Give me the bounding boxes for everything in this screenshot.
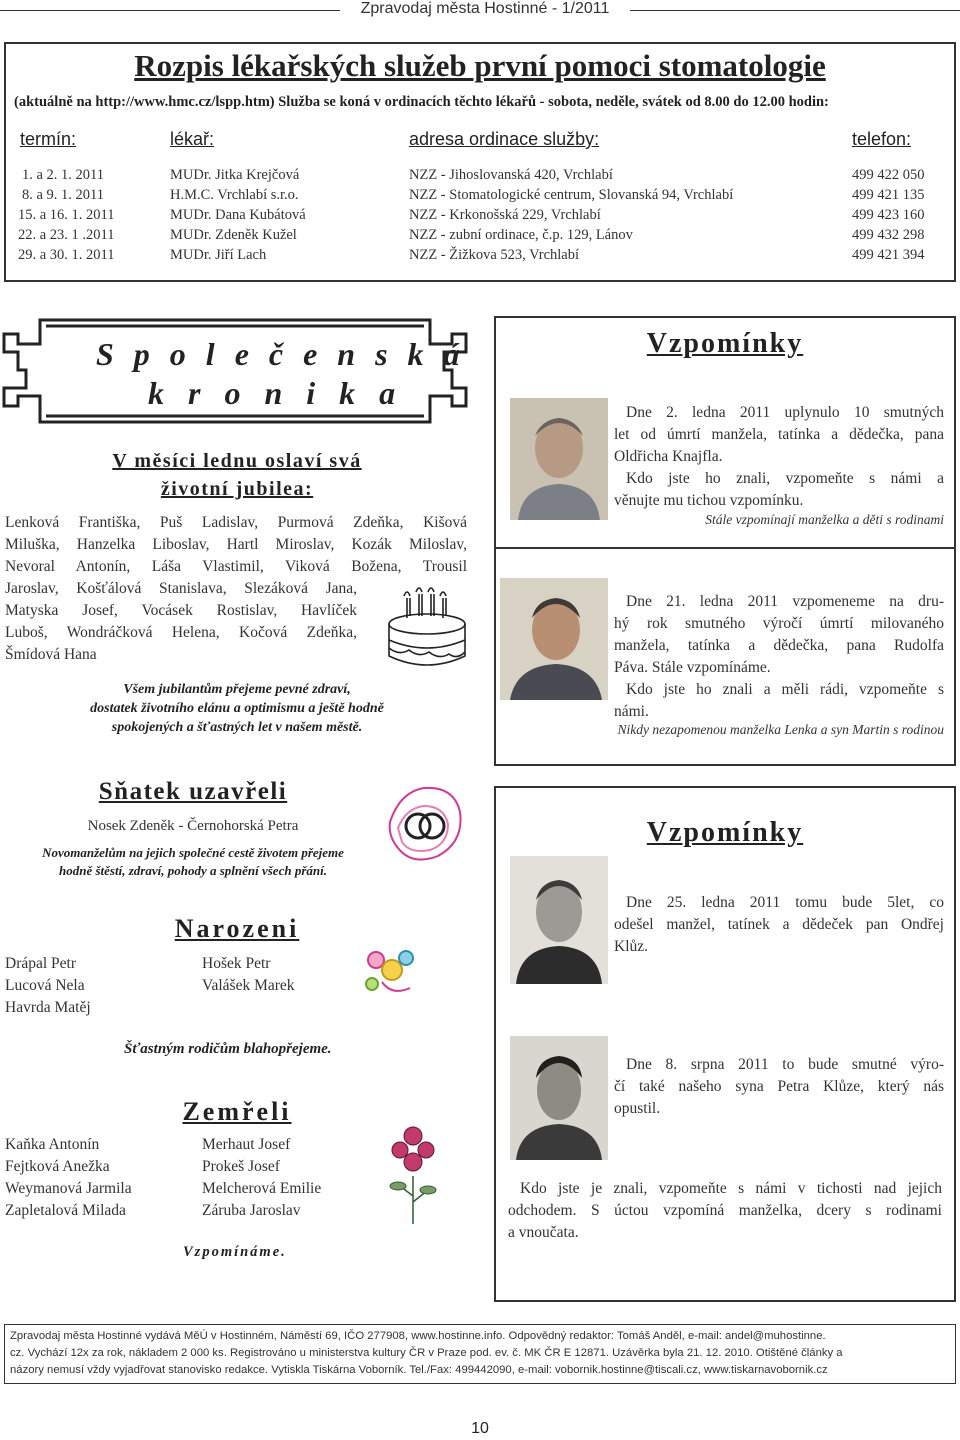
memory-line: manžela, tatínka a dědečka, pana Rudolfa [614, 637, 944, 654]
list-item: Kaňka Antonín [5, 1136, 100, 1153]
table-row: H.M.C. Vrchlabí s.r.o. [170, 187, 299, 203]
list-item: Miluška, Hanzelka Liboslav, Hartl Miroslav, Kozák Miloslav, [5, 536, 467, 553]
deaths-closing: Vzpomínáme. [183, 1244, 287, 1260]
memory-line: odešel manžel, tatínek a dědeček pan Ondřej [614, 916, 944, 933]
list-item: Zapletalová Milada [5, 1202, 126, 1219]
jubilee-title-line2: životní jubilea: [160, 478, 314, 500]
memory-line: Dne 2. ledna 2011 uplynulo 10 smutných [626, 404, 944, 421]
list-item: Weymanová Jarmila [5, 1180, 132, 1197]
page-number: 10 [471, 1420, 489, 1437]
table-row: MUDr. Jitka Krejčová [170, 167, 300, 183]
table-row: 8. a 9. 1. 2011 [22, 187, 105, 203]
wedding-wish [0, 844, 386, 880]
wish-line: dostatek životního elánu a optimismu a ještě hodně [90, 701, 384, 716]
kronika-title-line2: k r o n i k a [148, 375, 404, 411]
jubilee-title-line1: V měsíci lednu oslaví svá [112, 450, 362, 472]
list-item: Matyska Josef, Vocásek Rostislav, Havlíček [5, 602, 357, 619]
memory-2-text [614, 591, 944, 723]
table-row: NZZ - Jihoslovanská 420, Vrchlabí [409, 167, 613, 183]
imprint-line: Zpravodaj města Hostinné vydává MěÚ v Hostinném, Náměstí 69, IČO 277908, www.hostinne.info. Odpovědný redaktor: Tomáš Anděl, e-mail: andel@muhostinne. [10, 1330, 826, 1342]
births-list-col1 [5, 953, 91, 1019]
list-item: Šmídová Hana [5, 646, 97, 663]
table-row: MUDr. Jiří Lach [170, 247, 267, 263]
memory-line: Kdo jste je znali, vzpomeňte s námi v tichosti nad jejich [520, 1180, 942, 1197]
list-item: Merhaut Josef [202, 1136, 291, 1153]
portrait-man-icon [510, 398, 608, 520]
memory-1-signature: Stále vzpomínají manželka a děti s rodinami [705, 512, 944, 527]
table-row: NZZ - Žižkova 523, Vrchlabí [409, 247, 579, 263]
portrait-photo-kluz-ondrej [510, 856, 608, 984]
table-row: MUDr. Zdeněk Kužel [170, 227, 297, 243]
table-row: 499 422 050 [852, 167, 925, 183]
list-item: Prokeš Josef [202, 1158, 280, 1175]
wedding-rings-icon [384, 782, 466, 866]
memory-closing [508, 1178, 942, 1244]
deaths-list-col2 [202, 1134, 321, 1222]
table-row: 499 421 135 [852, 187, 925, 203]
jubilee-wish [0, 680, 474, 737]
memory-line: Dne 8. srpna 2011 to bude smutné výro- [626, 1056, 944, 1073]
memory-line: odchodem. S úctou vzpomíná manželka, dcery s rodinami [508, 1202, 942, 1219]
memory-1-text [614, 402, 944, 512]
newsletter-title: Zpravodaj města Hostinné - 1/2011 [346, 0, 624, 18]
col-header-address: adresa ordinace služby: [409, 129, 600, 149]
list-item: Záruba Jaroslav [202, 1202, 301, 1219]
table-row: 15. a 16. 1. 2011 [18, 207, 115, 223]
wedding-couple: Nosek Zdeněk - Černohorská Petra [87, 818, 299, 834]
wish-line: Novomanželům na jejich společné cestě životem přejeme [42, 845, 344, 860]
table-row: 499 423 160 [852, 207, 925, 223]
memory-line: hý rok smutného výročí úmrtí milovaného [614, 615, 944, 632]
wish-line: Všem jubilantům přejeme pevné zdraví, [123, 682, 351, 697]
list-item: Nevoral Antonín, Láša Vlastimil, Viková Božena, Trousil [5, 558, 467, 575]
portrait-photo-kluz-petr [510, 1036, 608, 1160]
memory-line: Páva. Stále vzpomínáme. [614, 659, 771, 676]
memory-line: let od úmrtí manžela, tatínka a dědečka, pana [614, 426, 944, 443]
memories-title-1: Vzpomínky [646, 328, 804, 359]
births-title: Narozeni [174, 914, 300, 943]
list-item: Lucová Nela [5, 977, 85, 994]
births-wish: Šťastným rodičům blahopřejeme. [124, 1041, 332, 1057]
divider-line [494, 547, 956, 549]
header-rule-right [630, 10, 960, 11]
memory-line: Dne 21. ledna 2011 vzpomeneme na dru- [626, 593, 944, 610]
list-item: Jaroslav, Košťálová Stanislava, Slezáková Jana, [5, 580, 357, 597]
kronika-title-line1: S p o l e č e n s k á [96, 336, 466, 372]
portrait-man-icon [510, 856, 608, 984]
table-row: 499 432 298 [852, 227, 925, 243]
portrait-photo-pav [500, 578, 608, 700]
list-item: Melcherová Emilie [202, 1180, 322, 1197]
list-item: Valášek Marek [202, 977, 295, 994]
list-item: Drápal Petr [5, 955, 77, 972]
portrait-photo-knajfl [510, 398, 608, 520]
memory-line: čí také našeho syna Petra Klůze, který nás [614, 1078, 944, 1095]
table-row: 1. a 2. 1. 2011 [22, 167, 105, 183]
memory-line: opustil. [614, 1100, 661, 1117]
memory-line: námi. [614, 703, 649, 720]
birthday-cake-icon [382, 582, 472, 678]
col-header-phone: telefon: [852, 129, 912, 149]
table-row: 29. a 30. 1. 2011 [18, 247, 115, 263]
header-rule-left [0, 10, 340, 11]
table-row: 499 421 394 [852, 247, 925, 263]
memory-line: Klůz. [614, 938, 649, 955]
memory-line: Oldřicha Knajfla. [614, 448, 723, 465]
memory-3-text [614, 892, 944, 958]
baby-pacifier-icon [352, 938, 426, 1004]
deaths-list-col1 [5, 1134, 132, 1222]
col-header-doctor: lékař: [170, 129, 215, 149]
memories-title-2: Vzpomínky [646, 817, 804, 848]
births-list-col2 [202, 953, 295, 997]
imprint-line: názory nemusí vždy vyjadřovat stanovisko redakce. Vytiskla Tiskárna Voborník. Tel./Fax: 499442090, e-mail: vobornik.hostinne@tiscali.cz, www.tiskarnavobornik.cz [10, 1364, 828, 1376]
portrait-man-icon [500, 578, 608, 700]
list-item: Havrda Matěj [5, 999, 91, 1016]
col-header-term: termín: [20, 129, 77, 149]
portrait-man-icon [510, 1036, 608, 1160]
table-row: NZZ - Krkonošská 229, Vrchlabí [409, 207, 601, 223]
list-item: Fejtková Anežka [5, 1158, 110, 1175]
memory-line: věnujte mu tichou vzpomínku. [614, 492, 804, 509]
memory-line: Kdo jste ho znali, vzpomeňte s námi a [626, 470, 944, 487]
dental-title: Rozpis lékařských služeb první pomoci stomatologie [134, 48, 826, 83]
imprint-footer [4, 1324, 956, 1384]
dental-note: (aktuálně na http://www.hmc.cz/lspp.htm) Služba se koná v ordinacích těchto lékařů - sobota, neděle, svátek od 8.00 do 12.00 hodin: [14, 94, 829, 110]
memory-2-signature: Nikdy nezapomenou manželka Lenka a syn Martin s rodinou [617, 722, 944, 737]
memory-4-text [614, 1054, 944, 1120]
list-item: Lenková Františka, Puš Ladislav, Purmová Zdeňka, Kišová [5, 514, 467, 531]
memory-line: Dne 25. ledna 2011 tomu bude 5let, co [626, 894, 944, 911]
list-item: Hošek Petr [202, 955, 271, 972]
imprint-line: cz. Vychází 12x za rok, nákladem 2 000 ks. Registrováno u ministerstva kultury ČR v Praze pod. ev. č. MK ČR E 12871. Uzávěrka byla 21. 12. 2010. Otištěné články a [10, 1347, 843, 1359]
memory-line: Kdo jste ho znali a měli rádi, vzpomeňte s [626, 681, 944, 698]
wish-line: hodně štěstí, zdraví, pohody a splnění všech přání. [59, 863, 327, 878]
deaths-title: Zemřeli [182, 1097, 292, 1126]
memory-line: a vnoučata. [508, 1224, 579, 1241]
table-row: 22. a 23. 1 .2011 [18, 227, 115, 243]
list-item: Luboš, Wondráčková Helena, Kočová Zdeňka, [5, 624, 357, 641]
table-row: NZZ - Stomatologické centrum, Slovanská 94, Vrchlabí [409, 187, 734, 203]
table-row: MUDr. Dana Kubátová [170, 207, 306, 223]
flower-bouquet-icon [382, 1116, 444, 1226]
wedding-title: Sňatek uzavřeli [98, 778, 288, 805]
table-row: NZZ - zubní ordinace, č.p. 129, Lánov [409, 227, 633, 243]
wish-line: spokojených a šťastných let v našem městě. [111, 720, 363, 735]
